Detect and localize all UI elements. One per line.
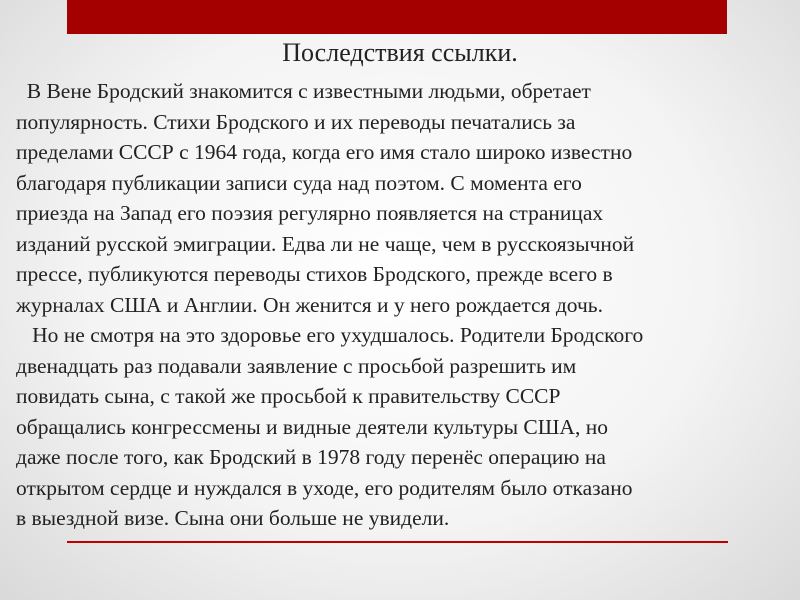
slide-body — [16, 76, 792, 534]
body-line: в выездной визе. Сына они больше не увидели. — [16, 506, 450, 530]
body-line: изданий русской эмиграции. Едва ли не чаще, чем в русскоязычной — [16, 231, 635, 256]
body-line: пределами СССР с 1964 года, когда его имя стало широко известно — [16, 140, 633, 164]
body-line: открытом сердце и нуждался в уходе, его родителям было отказано — [16, 475, 633, 500]
body-line: благодаря публикации записи суда над поэтом. С момента его — [16, 170, 582, 195]
body-line: даже после того, как Бродский в 1978 году перенёс операцию на — [16, 445, 606, 469]
body-line: двенадцать раз подавали заявление с просьбой разрешить им — [16, 353, 577, 378]
body-line: Но не смотря на это здоровье его ухудшалось. Родители Бродского — [16, 323, 644, 347]
body-line: обращались конгрессмены и видные деятели культуры США, но — [16, 414, 608, 439]
body-line: В Вене Бродский знакомится с известными людьми, обретает — [16, 79, 591, 103]
body-line: популярность. Стихи Бродского и их переводы печатались за — [16, 109, 576, 134]
slide-title: Последствия ссылки. — [282, 38, 518, 67]
body-line: повидать сына, с такой же просьбой к правительству СССР — [16, 384, 561, 408]
top-accent-bar — [67, 0, 727, 34]
body-line: журналах США и Англии. Он женится и у него рождается дочь. — [16, 292, 603, 317]
body-line: приезда на Запад его поэзия регулярно появляется на страницах — [16, 201, 604, 225]
body-line: прессе, публикуются переводы стихов Бродского, прежде всего в — [16, 262, 613, 286]
bottom-red-rule — [67, 541, 728, 543]
